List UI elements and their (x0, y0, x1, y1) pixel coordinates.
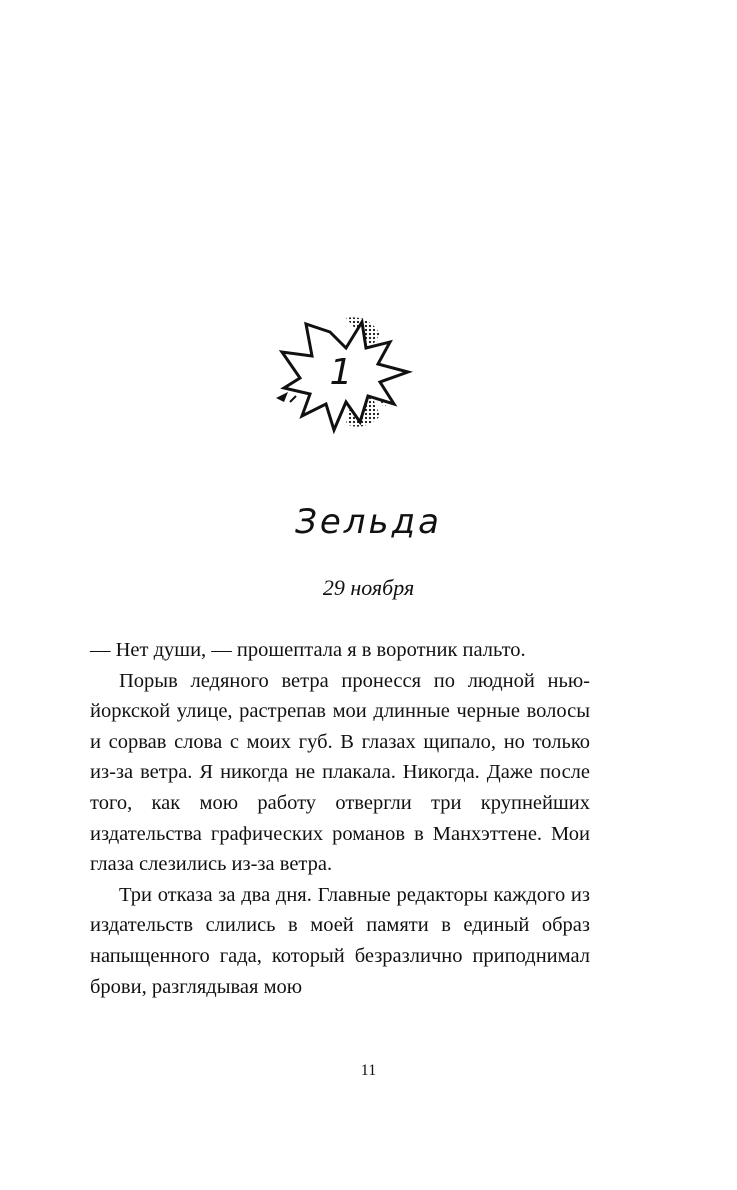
paragraph: Три отказа за два дня. Главные редакторы каждого из издательств слились в моей памяти в единый образ напыщенного гада, который безразлично приподнимал брови, разглядывая мою (90, 883, 590, 998)
starburst-icon (268, 312, 418, 442)
paragraph: — Нет души, — прошептала я в воротник пальто. (90, 639, 526, 661)
chapter-number: 1 (329, 352, 353, 393)
chapter-date: 29 ноября (322, 575, 415, 600)
chapter-number-badge (268, 312, 418, 442)
page-number: 11 (360, 1062, 377, 1079)
paragraph: Порыв ледяного ветра пронесся по людной нью-йоркской улице, растрепав мои длинные черные волосы и сорвав слова с моих губ. В глазах щипало, но только из-за ветра. Я никогда не плакала. Никогда. Даже после того, как мою работу отвергли три крупнейших издательства графических романов в Манхэттене. Мои глаза слезились из-за ветра. (90, 669, 590, 876)
chapter-title: Зельда (295, 502, 442, 542)
body-text (90, 635, 590, 1002)
